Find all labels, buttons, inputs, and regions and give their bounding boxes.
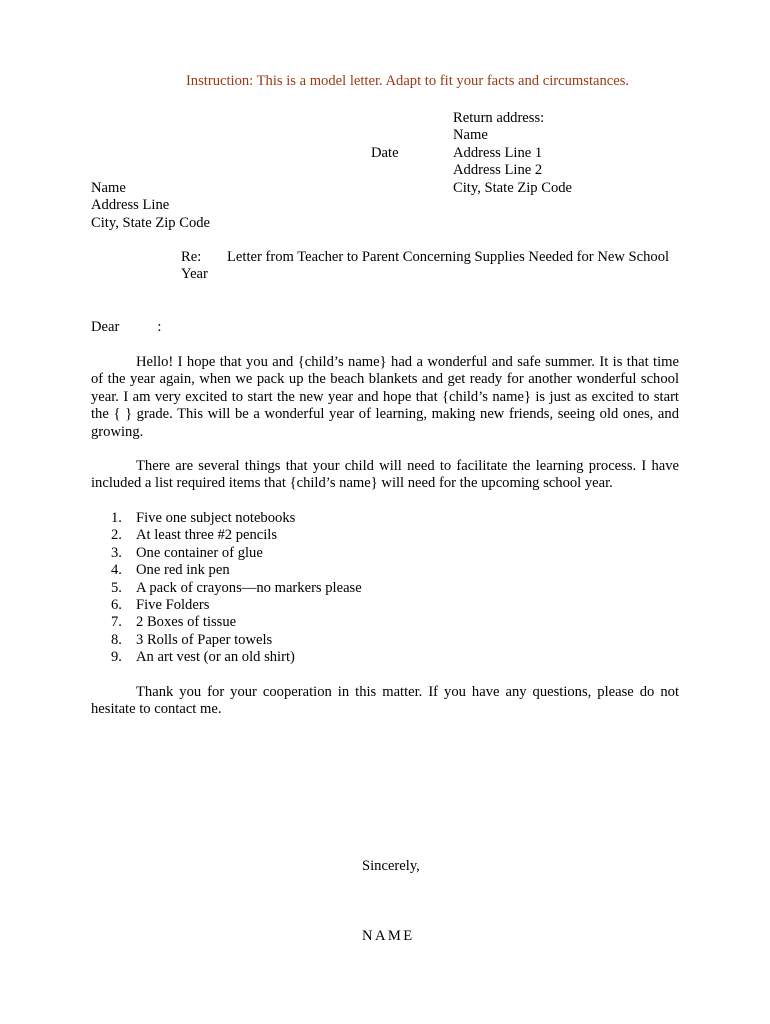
list-item (111, 580, 362, 597)
list-item (111, 545, 362, 562)
list-item-text: Five one subject notebooks (136, 510, 296, 526)
return-address-label: Return address: (453, 110, 545, 126)
recipient-name: Name (91, 180, 126, 196)
recipient-address-line: Address Line (91, 197, 170, 214)
list-item (111, 632, 362, 649)
date-field: Date (371, 145, 399, 161)
list-item (111, 527, 362, 544)
return-address-city-state-zip: City, State Zip Code (453, 179, 573, 196)
list-item (111, 649, 362, 666)
list-item-text: 2 Boxes of tissue (136, 614, 237, 631)
list-item-number: 2. (111, 527, 122, 544)
return-address-name: Name (453, 127, 488, 144)
list-item-text: One red ink pen (136, 562, 230, 579)
closing: Sincerely, (362, 858, 420, 874)
return-address-block (453, 110, 572, 197)
return-address-line-2: Address Line 2 (453, 162, 543, 179)
salutation-punctuation: : (157, 319, 162, 335)
body-paragraph-thanks: Thank you for your cooperation in this matter. If you have any questions, please do not hesitate to contact me. (91, 684, 679, 718)
supplies-list (111, 510, 362, 667)
re-subject: Letter from Teacher to Parent Concerning Supplies Needed for New School Year (181, 249, 670, 283)
list-item-number: 5. (111, 579, 122, 596)
list-item-text: 3 Rolls of Paper towels (136, 631, 273, 648)
list-item-number: 6. (111, 596, 122, 613)
list-item-text: One container of glue (136, 544, 263, 561)
recipient-city-state-zip: City, State Zip Code (91, 214, 211, 231)
list-item (111, 597, 362, 614)
signature-name: NAME (362, 928, 415, 944)
salutation-word: Dear (91, 319, 120, 335)
list-item-number: 7. (111, 614, 122, 631)
list-item-text: A pack of crayons—no markers please (136, 579, 362, 596)
recipient-address-block (91, 180, 210, 232)
salutation (91, 319, 161, 336)
list-item (111, 562, 362, 579)
list-item-number: 9. (111, 649, 122, 666)
re-label: Re: (181, 249, 202, 265)
instruction-note: Instruction: This is a model letter. Adapt to fit your facts and circumstances. (185, 73, 630, 89)
return-address-line-1: Address Line 1 (453, 144, 543, 161)
list-item-text: An art vest (or an old shirt) (136, 649, 295, 666)
list-item-text: At least three #2 pencils (136, 527, 278, 544)
list-item-number: 8. (111, 631, 122, 648)
body-paragraph-supplies-intro: There are several things that your child will need to facilitate the learning process. I have included a list required items that {child’s name} will need for the upcoming school year. (91, 458, 679, 492)
body-paragraph-greeting: Hello! I hope that you and {child’s name} had a wonderful and safe summer. It is that time of the year again, when we pack up the beach blankets and get ready for another wonderful school year. I am very excited to start the new year and hope that {child’s name} is just as excited to start the { } grade. This will be a wonderful year of learning, making new friends, seeing old ones, and growing. (91, 354, 679, 440)
list-item (111, 510, 362, 527)
list-item (111, 614, 362, 631)
list-item-number: 4. (111, 562, 122, 579)
list-item-number: 3. (111, 544, 122, 561)
list-item-number: 1. (111, 510, 122, 526)
list-item-text: Five Folders (136, 596, 210, 613)
